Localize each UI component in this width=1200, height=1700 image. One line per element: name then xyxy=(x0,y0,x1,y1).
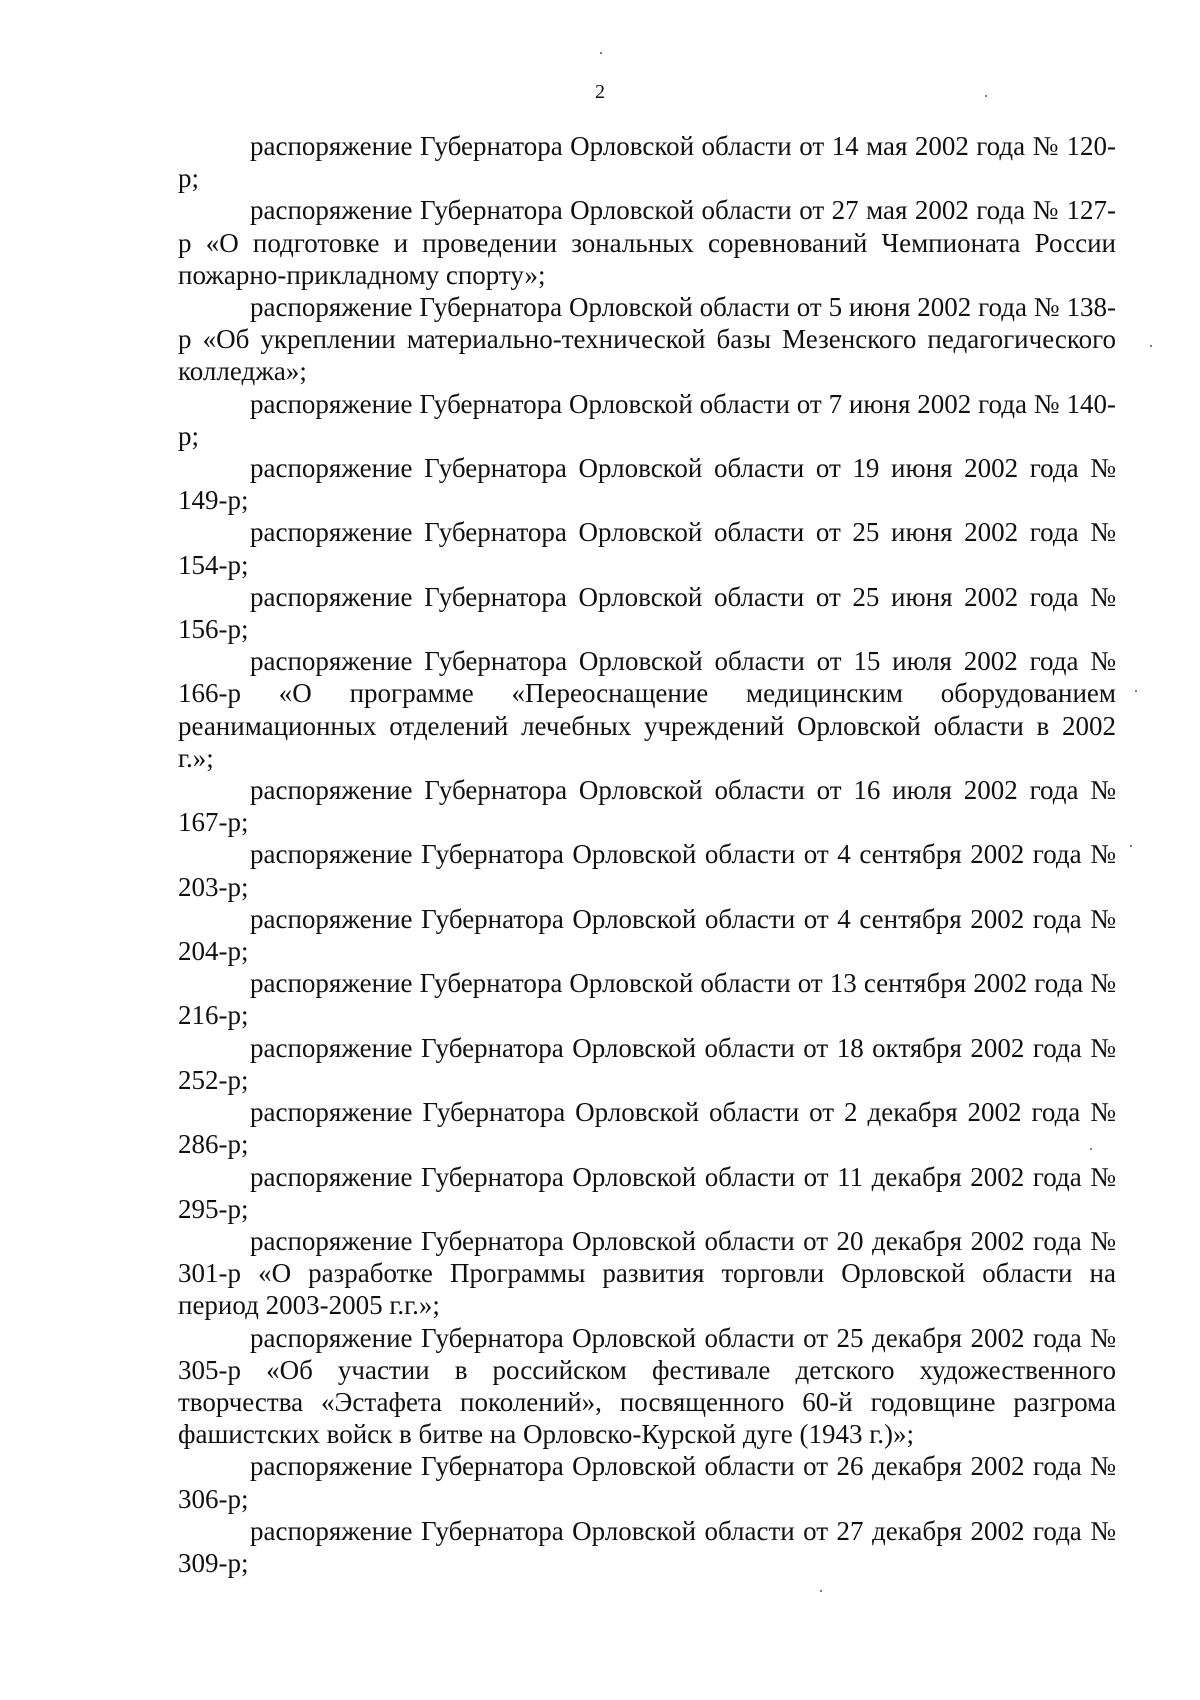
list-item: распоряжение Губернатора Орловской области от 25 июня 2002 года № 156-р; xyxy=(178,581,1116,645)
list-item: распоряжение Губернатора Орловской области от 16 июля 2002 года № 167-р; xyxy=(178,775,1116,838)
scan-speck xyxy=(600,52,602,54)
scan-speck xyxy=(1135,690,1137,692)
document-body xyxy=(178,130,1116,1579)
list-item: распоряжение Губернатора Орловской области от 11 декабря 2002 года № 295-р; xyxy=(178,1161,1116,1224)
scan-speck xyxy=(1150,345,1152,347)
list-item: распоряжение Губернатора Орловской области от 15 июля 2002 года № 166-р «О программе «Переоснащение медицинским оборудованием реанимационных отделений лечебных учреждений Орловской области в 2002 г.»; xyxy=(178,646,1116,773)
list-item: распоряжение Губернатора Орловской области от 27 мая 2002 года № 127-р «О подготовке и проведении зональных соревнований Чемпионата России пожарно-прикладному спорту»; xyxy=(178,195,1116,290)
list-item: распоряжение Губернатора Орловской области от 4 сентября 2002 года № 204-р; xyxy=(178,903,1116,967)
scan-speck xyxy=(1090,1148,1092,1150)
list-item: распоряжение Губернатора Орловской области от 27 декабря 2002 года № 309-р; xyxy=(178,1515,1116,1578)
scan-speck xyxy=(820,1590,822,1592)
list-item: распоряжение Губернатора Орловской области от 4 сентября 2002 года № 203-р; xyxy=(178,839,1116,902)
list-item: распоряжение Губернатора Орловской области от 7 июня 2002 года № 140-р; xyxy=(178,388,1116,451)
list-item: распоряжение Губернатора Орловской области от 26 декабря 2002 года № 306-р; xyxy=(178,1451,1116,1514)
list-item: распоряжение Губернатора Орловской области от 18 октября 2002 года № 252-р; xyxy=(178,1032,1116,1095)
list-item: распоряжение Губернатора Орловской области от 25 июня 2002 года № 154-р; xyxy=(178,517,1116,580)
scan-speck xyxy=(985,95,987,97)
list-item: распоряжение Губернатора Орловской области от 13 сентября 2002 года № 216-р; xyxy=(178,968,1116,1031)
list-item: распоряжение Губернатора Орловской области от 5 июня 2002 года № 138-р «Об укреплении материально-технической базы Мезенского педагогического колледжа»; xyxy=(178,292,1116,387)
list-item: распоряжение Губернатора Орловской области от 2 декабря 2002 года № 286-р; xyxy=(178,1097,1116,1160)
list-item: распоряжение Губернатора Орловской области от 14 мая 2002 года № 120-р; xyxy=(178,131,1116,194)
scan-speck xyxy=(1130,845,1132,847)
list-item: распоряжение Губернатора Орловской области от 20 декабря 2002 года № 301-р «О разработке Программы развития торговли Орловской области на период 2003-2005 г.г.»; xyxy=(178,1225,1116,1321)
page-number: 2 xyxy=(595,81,605,103)
list-item: распоряжение Губернатора Орловской области от 19 июня 2002 года № 149-р; xyxy=(178,453,1116,516)
list-item: распоряжение Губернатора Орловской области от 25 декабря 2002 года № 305-р «Об участии в российском фестивале детского художественного творчества «Эстафета поколений», посвященного 60-й годовщине разгрома фашистских войск в битве на Орловско-Курской дуге (1943 г.)»; xyxy=(178,1322,1116,1450)
